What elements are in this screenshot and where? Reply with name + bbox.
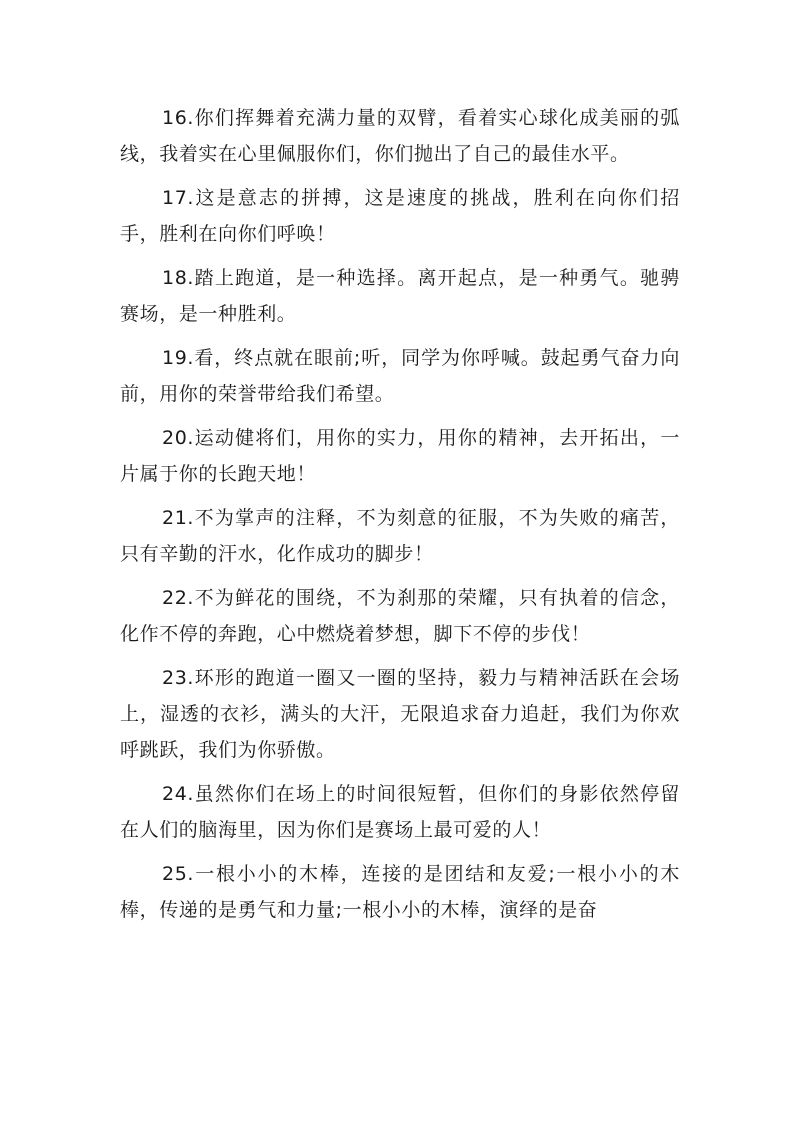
document-body [120, 100, 680, 936]
paragraph-17: 17.这是意志的拼搏，这是速度的挑战，胜利在向你们招手，胜利在向你们呼唤！ [120, 187, 680, 245]
paragraph-23: 23.环形的跑道一圈又一圈的坚持，毅力与精神活跃在会场上，湿透的衣衫，满头的大汗，无限追求奋力追赶，我们为你欢呼跳跃，我们为你骄傲。 [120, 667, 680, 761]
paragraph-18: 18.踏上跑道，是一种选择。离开起点，是一种勇气。驰骋赛场，是一种胜利。 [120, 267, 680, 325]
paragraph-21: 21.不为掌声的注释，不为刻意的征服，不为失败的痛苦，只有辛勤的汗水，化作成功的脚步！ [120, 507, 680, 565]
paragraph-20: 20.运动健将们，用你的实力，用你的精神，去开拓出，一片属于你的长跑天地！ [120, 427, 680, 485]
paragraph-22: 22.不为鲜花的围绕，不为刹那的荣耀，只有执着的信念，化作不停的奔跑，心中燃烧着梦想，脚下不停的步伐！ [120, 587, 680, 645]
paragraph-16: 16.你们挥舞着充满力量的双臂，看着实心球化成美丽的弧线，我着实在心里佩服你们，你们抛出了自己的最佳水平。 [120, 107, 680, 165]
paragraph-19: 19.看，终点就在眼前;听，同学为你呼喊。鼓起勇气奋力向前，用你的荣誉带给我们希望。 [120, 347, 680, 405]
paragraph-25: 25.一根小小的木棒，连接的是团结和友爱;一根小小的木棒，传递的是勇气和力量;一根小小的木棒，演绎的是奋 [120, 863, 680, 921]
paragraph-24: 24.虽然你们在场上的时间很短暂，但你们的身影依然停留在人们的脑海里，因为你们是赛场上最可爱的人！ [120, 783, 680, 841]
